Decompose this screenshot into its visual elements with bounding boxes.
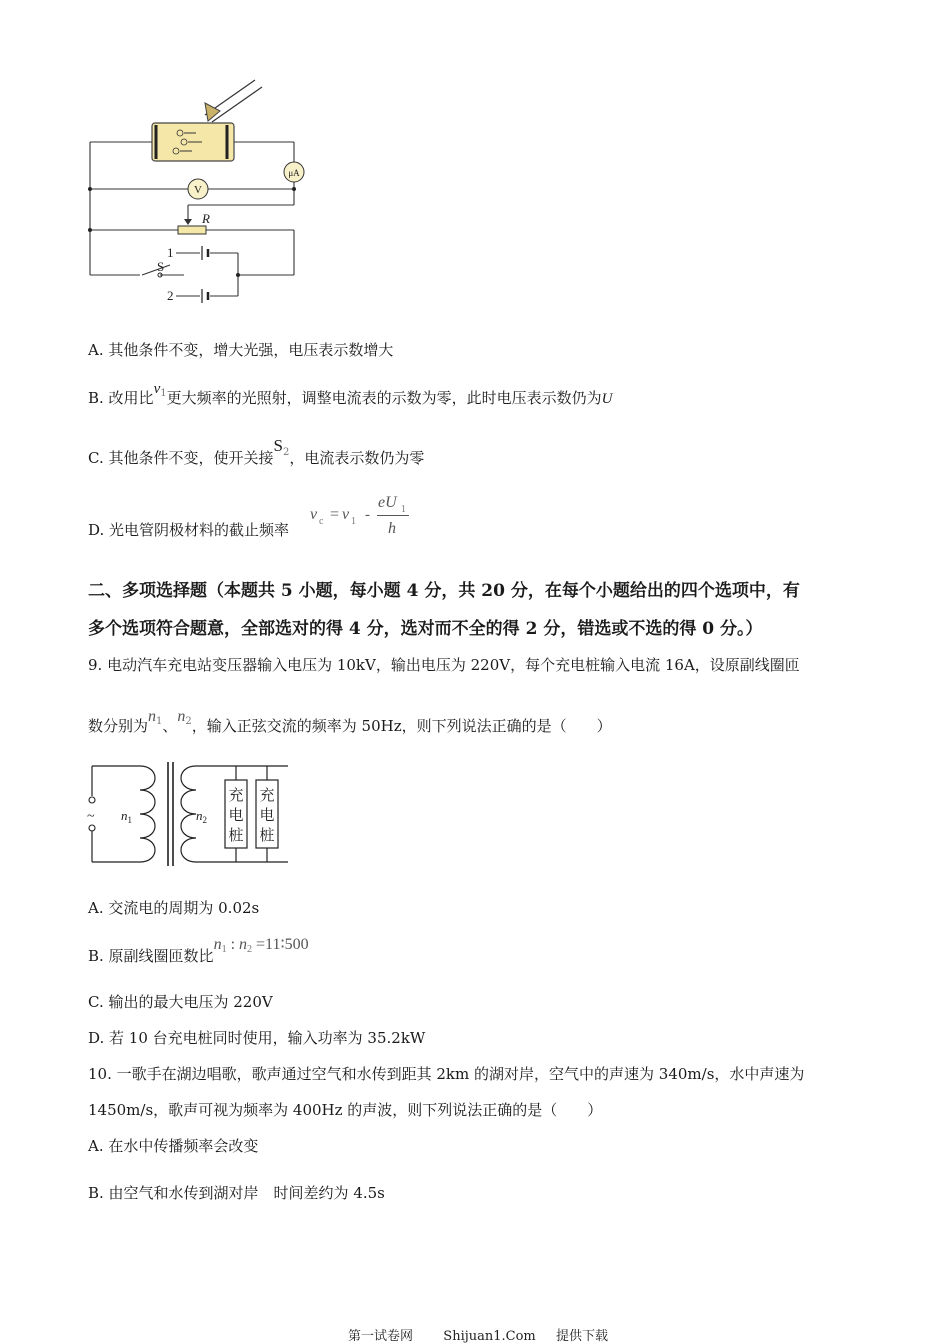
rheostat-label: R [202,211,210,226]
switch-label: S [157,259,165,274]
primary-turns-label: $n_1$ [121,808,132,825]
formula-nu-sub: c [319,516,324,527]
voltmeter-label: V [194,184,202,196]
footer-download-text: 提供下载 [556,1329,609,1344]
input-terminal-top [89,797,95,803]
charging-pile-2-label-2: 电 [259,808,275,824]
q8-option-a: A. 其他条件不变，增大光强，电压表示数增大 [88,341,394,359]
formula-eq: = [330,506,340,523]
q9-n1-sub: 1 [156,716,163,727]
q8-option-c-symbol: S [273,436,283,455]
q9-stem-line1: 9. 电动汽车充电站变压器输入电压为 10kV，输出电压为 220V，每个充电桩输入电流 16A，设原副线圈匝 [88,656,800,674]
primary-coil [140,766,155,862]
secondary-turns-label: $n_2$ [196,808,207,825]
charging-pile-1-label-1: 充 [228,788,244,804]
transformer-diagram [84,758,294,870]
q9-option-b [88,936,309,969]
q8-option-c [88,436,425,471]
secondary-coil [181,766,196,862]
cutoff-frequency-formula [310,494,420,542]
charging-pile-2-label-1: 充 [259,788,275,804]
charging-pile-2-label-3: 桩 [259,828,275,844]
q8-option-d-prefix: D. 光电管阴极材料的截止频率 [88,521,290,539]
formula-denominator: h [388,520,396,537]
q9-n2-sub: 2 [185,716,192,727]
section2-heading-line1: 二、多项选择题（本题共 5 小题，每小题 4 分，共 20 分，在每个小题给出的四个选项中，有 [88,581,800,601]
formula-nu: ν [310,506,318,523]
q10-stem-line1: 10. 一歌手在湖边唱歌，歌声通过空气和水传到距其 2km 的湖对岸，空气中的声速为 340m/s，水中声速为 [88,1065,805,1083]
q8-option-c-subscript: 2 [282,447,290,458]
q10-option-b: B. 由空气和水传到湖对岸 时间差约为 4.5s [88,1184,385,1202]
footer-site-domain: Shijuan1.Com [443,1329,536,1344]
formula-numerator-sub: 1 [401,504,406,515]
q9-option-b-n1-sub: 1 [221,944,227,955]
q9-option-b-n2: n [239,936,248,953]
q8-option-d [88,520,289,540]
footer-site-name: 第一试卷网 [348,1329,414,1344]
switch-position-1-label: 1 [167,245,174,260]
rheostat-slider [184,219,192,225]
footer [348,1325,608,1344]
formula-minus: - [365,507,370,523]
formula-fraction-bar [377,515,409,516]
q9-stem-line2 [88,708,612,739]
q8-option-b-prefix: B. 改用比 [88,389,154,407]
microammeter-label: μA [288,168,300,178]
q9-n2: n [177,708,186,725]
ac-symbol: ~ [87,809,95,824]
section2-heading-line2: 多个选项符合题意，全部选对的得 4 分，选对而不全的得 2 分，错选或不选的得 0 分。） [88,619,763,639]
q9-separator: 、 [162,717,178,735]
q9-option-b-n2-sub: 2 [247,944,253,955]
formula-nu1-sub: 1 [351,516,356,527]
q9-stem-prefix: 数分别为 [88,717,149,735]
input-terminal-bottom [89,825,95,831]
q8-option-c-suffix: ，电流表示数仍为零 [289,449,425,467]
battery-1 [202,246,208,260]
q10-stem-line2: 1450m/s，歌声可视为频率为 400Hz 的声波，则下列说法正确的是（ ） [88,1101,603,1119]
photoelectric-circuit-diagram [80,75,320,310]
q9-option-c: C. 输出的最大电压为 220V [88,993,273,1011]
q9-n1: n [148,708,157,725]
q9-option-b-ratio: =11∶500 [256,936,309,953]
formula-nu1: ν [342,506,350,523]
q9-option-d: D. 若 10 台充电桩同时使用，输入功率为 35.2kW [88,1029,426,1047]
q8-option-b [88,381,613,411]
switch-position-2-label: 2 [167,288,174,303]
q9-option-b-colon: : [230,936,236,953]
q9-stem-suffix: ，输入正弦交流的频率为 50Hz，则下列说法正确的是（ ） [191,717,612,735]
q8-option-b-suffix: 更大频率的光照射，调整电流表的示数为零，此时电压表示数仍为 [166,389,602,407]
q8-option-b-symbol: ν [153,381,161,397]
q9-option-a: A. 交流电的周期为 0.02s [88,899,260,917]
q8-option-c-prefix: C. 其他条件不变，使开关接 [88,449,274,467]
q9-option-b-prefix: B. 原副线圈匝数比 [88,947,214,965]
q8-option-b-subscript: 1 [160,388,167,399]
formula-numerator: eU [378,494,397,511]
q9-option-b-n1: n [213,936,222,953]
charging-pile-1-label-3: 桩 [228,828,244,844]
battery-2 [202,289,208,303]
charging-pile-1-label-2: 电 [228,808,244,824]
q8-option-b-u: U [601,391,613,407]
q10-option-a: A. 在水中传播频率会改变 [88,1137,259,1155]
rheostat [178,226,206,234]
